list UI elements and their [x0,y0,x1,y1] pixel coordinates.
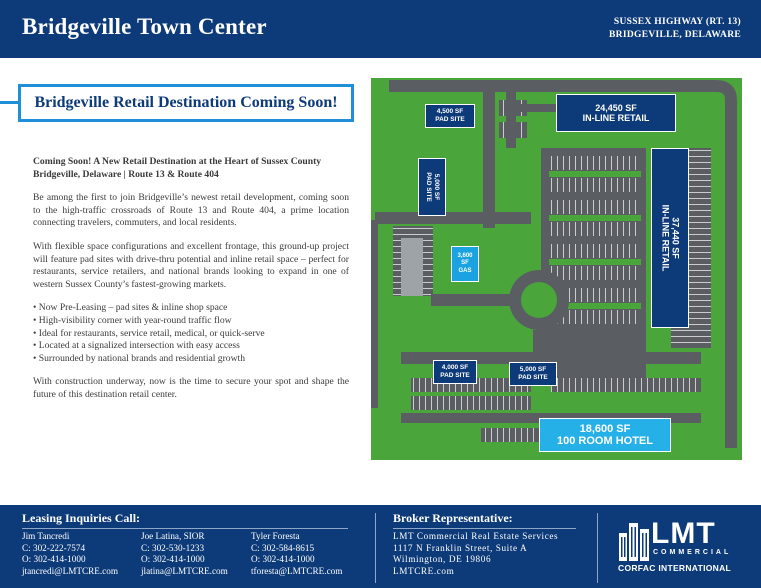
coming-soon-heading: Bridgeville Retail Destination Coming Soon! [34,94,338,111]
contact-latina [141,531,228,577]
closing-paragraph: With construction underway, now is the time to secure your spot and shape the future of this destination retail center. [33,376,349,400]
inline-retail-24450 [556,94,676,132]
pad-type: PAD SITE [440,372,470,379]
contact-email[interactable]: tforesta@LMTCRE.com [251,565,343,576]
contact-name: Tyler Foresta [251,531,300,541]
pad-type: GAS [458,267,472,274]
gas-pad-3600 [451,246,479,282]
pad-type: 100 ROOM HOTEL [557,435,653,447]
contact-office: O: 302-414-1000 [22,554,86,565]
page-title: Bridgeville Town Center [22,14,267,39]
pad-size: 24,450 SF [595,103,637,113]
lead-paragraph: Coming Soon! A New Retail Destination at the Heart of Sussex County Bridgeville, Delaware | Route 13 & Route 404 [33,156,322,180]
contact-cell: C: 302-222-7574 [22,542,86,553]
inline-retail-37440 [651,148,689,328]
contact-name: Joe Latina, SIOR [141,531,205,541]
address-line-2: BRIDGEVILLE, DELAWARE [609,30,741,40]
broker-label: Broker Representative: [393,511,513,525]
contact-office: O: 302-414-1000 [141,554,205,565]
contact-email[interactable]: jtancredi@LMTCRE.com [22,565,118,576]
pad-type: PAD SITE [435,116,465,123]
rotated-label [424,172,440,202]
list-item: • Ideal for restaurants, service retail, medical, or quick-serve [33,328,349,341]
contact-name: Jim Tancredi [22,531,70,541]
broker-city: Wilmington, DE 19806 [393,554,492,565]
contact-office: O: 302-414-1000 [251,554,315,565]
pad-site-4500 [425,104,475,128]
pad-size: 3,600 [457,252,473,259]
contact-cell: C: 302-530-1233 [141,542,205,553]
pad-size: 37,440 SF [670,217,681,259]
broker-divider [393,528,576,529]
features-paragraph: With flexible space configurations and excellent frontage, this ground-up project will feature pad sites with drive-thru potential and inline retail space – perfect for restaurants, service retailers, and national brands looking to expand in one of western Sussex County’s fastest-growing markets. [33,240,349,290]
pad-site-5000-vertical [418,158,446,216]
pad-type: IN-LINE RETAIL [660,204,671,272]
rotated-label [660,205,680,272]
pad-size: 5,000 SF [519,366,547,373]
callout-accent-line [0,101,18,104]
pad-unit: SF [461,260,469,267]
intro-paragraph: Be among the first to join Bridgeville’s newest retail development, coming soon to the high-traffic crossroads of Route 13 and Route 404, a prime location connecting travelers, commuters, and local residents. [33,192,349,229]
contact-email[interactable]: jlatina@LMTCRE.com [141,565,228,576]
contact-cell: C: 302-584-8615 [251,542,315,553]
highlights-list [33,302,349,365]
broker-name: LMT Commercial Real Estate Services [393,531,559,541]
address-line-1: SUSSEX HIGHWAY (RT. 13) [613,17,741,27]
site-plan [371,78,742,460]
logo-wordmark: LMT [651,517,716,550]
broker-website[interactable]: LMTCRE.com [393,565,455,576]
broker-street: 1117 N Franklin Street, Suite A [393,542,528,553]
contact-tancredi [22,531,118,577]
contact-foresta [251,531,342,577]
logo-tagline: COMMERCIAL [653,549,732,556]
list-item: • Located at a signalized intersection with easy access [33,340,349,353]
hotel-site-18600 [539,418,671,452]
pad-size: 18,600 SF [579,423,631,435]
pad-size: 5,000 SF [433,173,440,201]
description-text [33,156,349,413]
logo-affiliation: CORFAC INTERNATIONAL [618,563,732,573]
footer-contact-bar [0,505,761,588]
list-item: • Surrounded by national brands and residential growth [33,353,349,366]
logo-divider [597,513,598,583]
pad-type: IN-LINE RETAIL [582,113,650,123]
list-item: • High-visibility corner with year-round traffic flow [33,315,349,328]
pad-site-5000 [509,362,557,386]
building-icon [617,519,651,561]
leasing-label: Leasing Inquiries Call: [22,511,141,525]
pad-site-4000 [433,360,477,384]
lmt-logo [615,517,745,579]
pad-type: PAD SITE [425,172,432,202]
property-address [609,16,741,42]
pad-size: 4,000 SF [441,364,469,371]
header-banner [0,0,761,58]
pad-type: PAD SITE [518,374,548,381]
footer-divider [375,513,376,583]
leasing-divider [22,528,348,529]
broker-info [393,531,558,577]
list-item: • Now Pre-Leasing – pad sites & inline shop space [33,302,349,315]
coming-soon-callout [18,84,354,122]
pad-size: 4,500 SF [436,108,464,115]
